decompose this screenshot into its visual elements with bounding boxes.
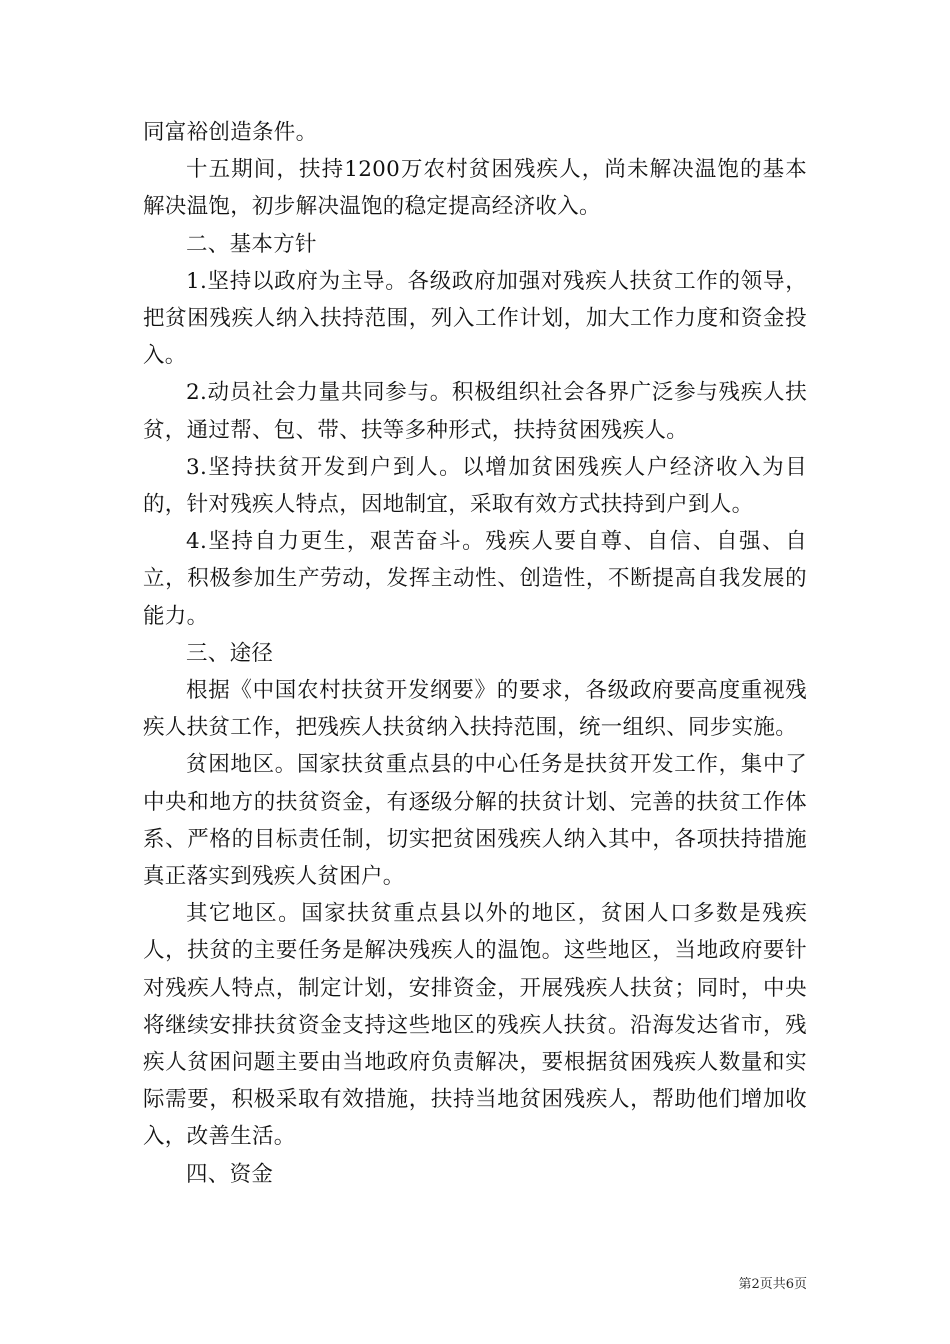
paragraph: 1.坚持以政府为主导。各级政府加强对残疾人扶贫工作的领导，把贫困残疾人纳入扶持范围，列入工作计划，加大工作力度和资金投入。 — [143, 268, 807, 369]
paragraph: 贫困地区。国家扶贫重点县的中心任务是扶贫开发工作，集中了中央和地方的扶贫资金，有逐级分解的扶贫计划、完善的扶贫工作体系、严格的目标责任制，切实把贫困残疾人纳入其中，各项扶持措施真正落实到残疾人贫困户。 — [143, 752, 807, 890]
paragraph: 4.坚持自力更生，艰苦奋斗。残疾人要自尊、自信、自强、自立，积极参加生产劳动，发挥主动性、创造性，不断提高自我发展的能力。 — [143, 529, 807, 629]
paragraph: 2.动员社会力量共同参与。积极组织社会各界广泛参与残疾人扶贫，通过帮、包、带、扶等多种形式，扶持贫困残疾人。 — [143, 380, 807, 443]
document-body — [143, 114, 807, 1193]
section-heading: 四、资金 — [186, 1161, 274, 1187]
paragraph: 同富裕创造条件。 — [143, 120, 318, 145]
page-number: 第2页共6页 — [738, 1277, 807, 1292]
paragraph: 十五期间，扶持1200万农村贫困残疾人，尚未解决温饱的基本解决温饱，初步解决温饱的稳定提高经济收入。 — [143, 157, 807, 220]
paragraph: 3.坚持扶贫开发到户到人。以增加贫困残疾人户经济收入为目的，针对残疾人特点，因地制宜，采取有效方式扶持到户到人。 — [143, 454, 807, 518]
paragraph: 根据《中国农村扶贫开发纲要》的要求，各级政府要高度重视残疾人扶贫工作，把残疾人扶贫纳入扶持范围，统一组织、同步实施。 — [143, 678, 807, 741]
section-heading: 二、基本方针 — [186, 231, 317, 257]
section-heading: 三、途径 — [186, 640, 274, 666]
paragraph: 其它地区。国家扶贫重点县以外的地区，贫困人口多数是残疾人，扶贫的主要任务是解决残疾人的温饱。这些地区，当地政府要针对残疾人特点，制定计划，安排资金，开展残疾人扶贫；同时，中央将继续安排扶贫资金支持这些地区的残疾人扶贫。沿海发达省市，残疾人贫困问题主要由当地政府负责解决，要根据贫困残疾人数量和实际需要，积极采取有效措施，扶持当地贫困残疾人，帮助他们增加收入，改善生活。 — [143, 901, 807, 1150]
